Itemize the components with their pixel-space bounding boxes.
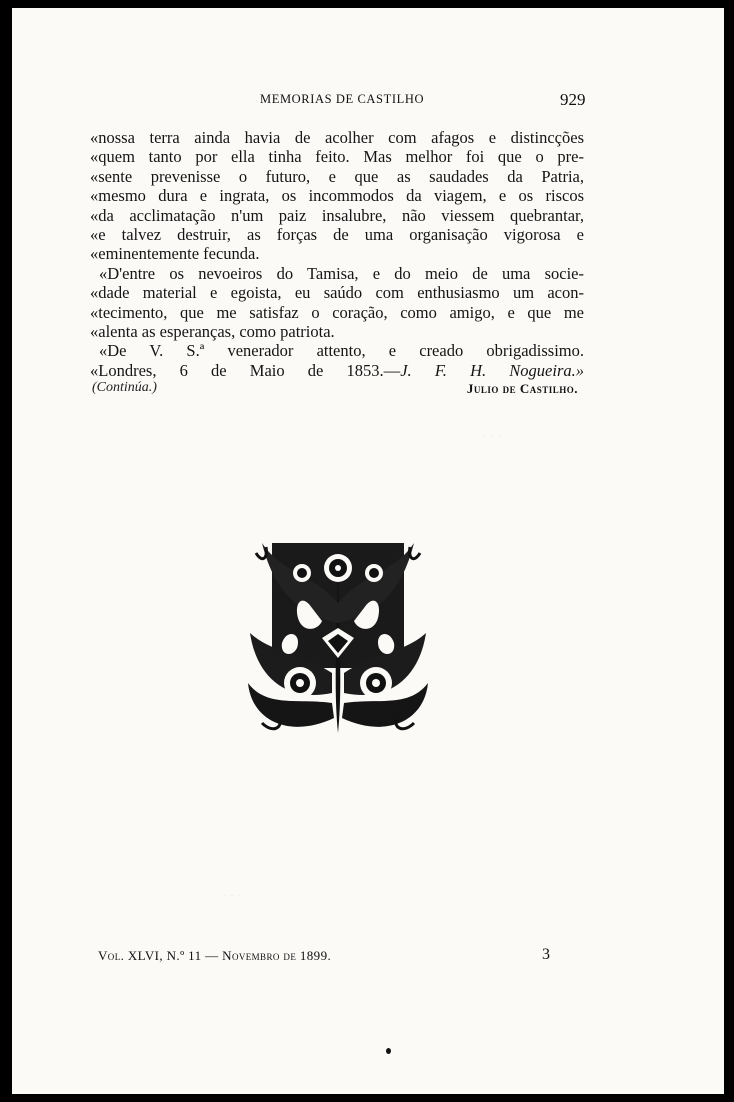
letter-body	[90, 128, 584, 380]
body-line: «mesmo dura e ingrata, os incommodos da viagem, e os riscos	[90, 186, 584, 206]
ink-speck	[386, 1048, 391, 1054]
body-line: «De V. S.ª venerador attento, e creado obrigadissimo.	[99, 341, 584, 361]
body-line: «e talvez destruir, as forças de uma organisação vigorosa e	[90, 225, 584, 245]
closing-signature: J. F. H. Nogueira.»	[400, 360, 584, 380]
page-number: 929	[560, 90, 586, 109]
body-line: «tecimento, que me satisfaz o coração, como amigo, e que me	[90, 302, 584, 322]
running-title: MEMORIAS DE CASTILHO	[260, 92, 425, 106]
body-line: «eminentemente fecunda.	[90, 244, 260, 264]
page-sheet	[12, 8, 724, 1094]
printer-signature-mark: 3	[542, 946, 550, 963]
continued-note: (Continúa.)	[92, 380, 157, 395]
closing-line	[90, 361, 584, 380]
body-line: «sente prevenisse o futuro, e que as saudades da Patria,	[90, 166, 584, 186]
show-through-text: · · ·	[222, 888, 242, 903]
volume-issue-line: Vol. XLVI, N.º 11 — Novembro de 1899.	[98, 948, 332, 963]
page-header	[12, 90, 724, 112]
body-line: «dade material e egoista, eu saúdo com enthusiasmo um acon-	[90, 283, 584, 303]
signoff	[92, 380, 584, 400]
author-name: Julio de Castilho.	[466, 381, 578, 396]
floral-ornament	[242, 533, 434, 745]
closing-place-date: «Londres, 6 de Maio de 1853.—	[90, 360, 401, 380]
body-line: «D'entre os nevoeiros do Tamisa, e do meio de uma socie-	[99, 263, 584, 283]
body-line: «alenta as esperanças, como patriota.	[90, 322, 335, 342]
body-line: «quem tanto por ella tinha feito. Mas melhor foi que o pre-	[90, 147, 584, 167]
show-through-text: · · ·	[482, 428, 502, 443]
body-line: «nossa terra ainda havia de acolher com afagos e distincções	[90, 128, 584, 147]
page-footer	[98, 948, 550, 970]
body-line: «da acclimatação n'um paiz insalubre, não viessem quebrantar,	[90, 205, 584, 225]
